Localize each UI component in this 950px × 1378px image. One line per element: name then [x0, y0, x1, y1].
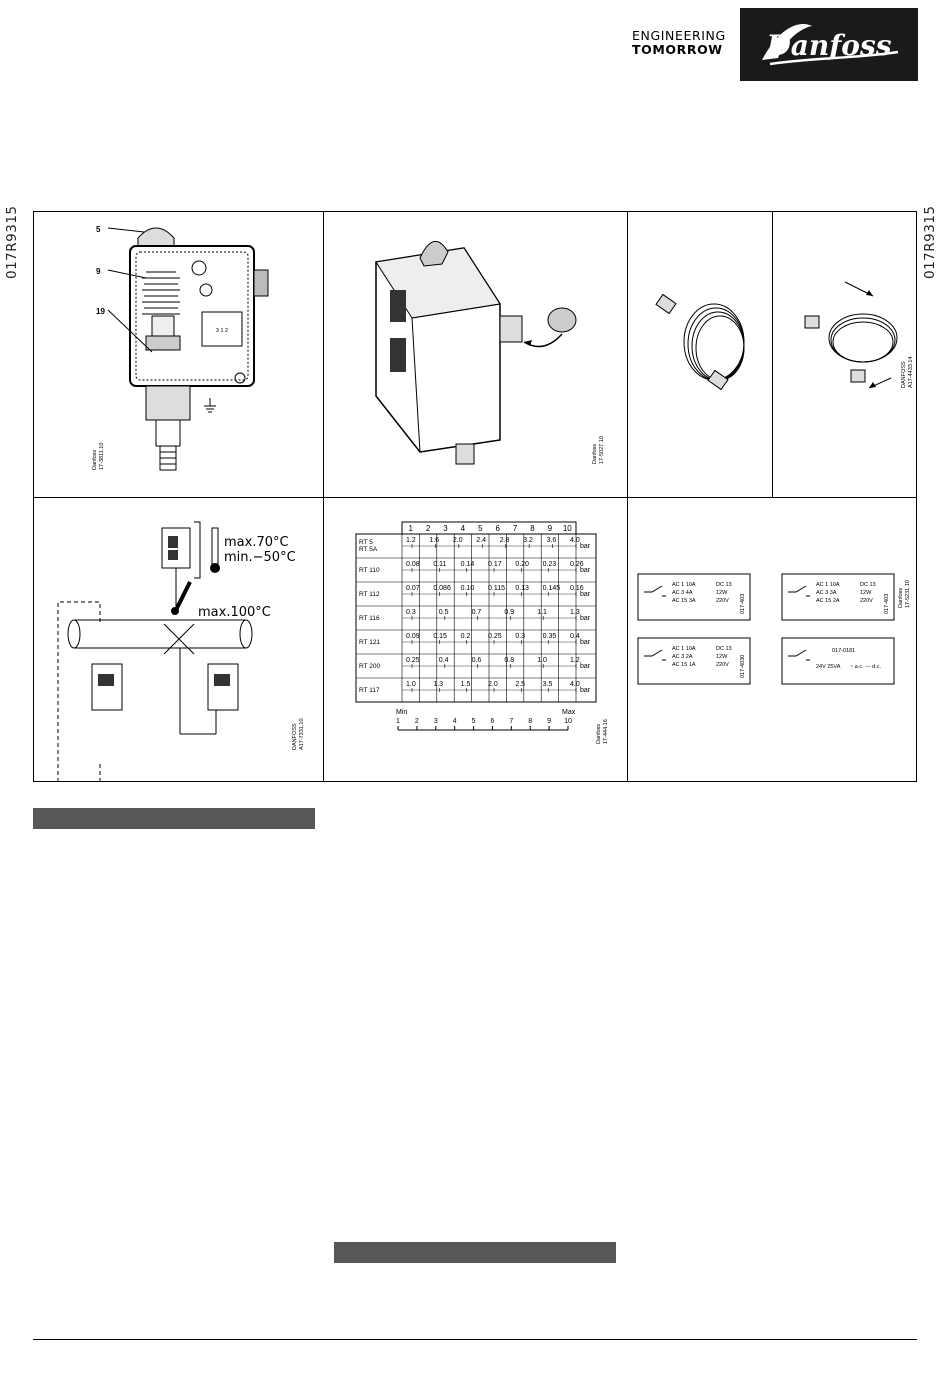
table-unit: bar — [580, 639, 591, 646]
table-value: 0.16 — [570, 585, 584, 592]
contact-dc-rating: 220V — [716, 662, 729, 668]
table-value: 1.1 — [537, 609, 547, 616]
fig6-caption-line: Danfoss — [596, 723, 602, 744]
scale-number: 7 — [509, 718, 514, 725]
scale-number: 4 — [452, 718, 457, 725]
table-value: 0.13 — [515, 585, 529, 592]
table-header-cell: 4 — [460, 524, 466, 533]
fig1-caption-1: Danfoss — [92, 449, 98, 470]
fig5-caption-2: A17-7331.10 — [299, 718, 305, 750]
table-value: 2.0 — [452, 537, 463, 544]
table-row-name: RT 200 — [359, 663, 381, 670]
figure-cutaway — [34, 212, 323, 497]
figure-capillary-arrows — [773, 212, 916, 497]
table-value: 1.2 — [570, 657, 580, 664]
figure-grid — [33, 211, 917, 782]
contact-code: 017-403 — [740, 593, 746, 614]
figure-differential-table — [324, 498, 627, 781]
contact-code-group — [740, 594, 746, 614]
temp-min-label: min.−50°C — [224, 550, 296, 565]
table-value: 1.2 — [406, 537, 416, 544]
callout-9: 9 — [96, 267, 101, 276]
contact-ac-rating: AC 1 10A — [672, 582, 696, 588]
table-value: 4.0 — [570, 537, 580, 544]
contact-ac-rating: AC 15 3A — [672, 598, 696, 604]
table-row-name: RT 116 — [359, 615, 380, 622]
table-row-name: RT 110 — [359, 567, 380, 574]
figure-installation — [34, 498, 323, 781]
contact-ac-rating: AC 1 10A — [672, 646, 696, 652]
table-header-cell: 5 — [478, 524, 483, 533]
table-value: 0.35 — [542, 633, 557, 640]
table-value: 0.3 — [406, 609, 416, 616]
table-value: 0.20 — [515, 561, 529, 568]
table-value: 0.15 — [433, 633, 447, 640]
contact-code: 017-0181 — [832, 648, 856, 654]
table-value: 0.23 — [542, 561, 557, 568]
table-value: 3.5 — [542, 681, 553, 688]
table-value: 0.14 — [460, 561, 475, 568]
svg-text:Danfoss: Danfoss — [766, 29, 892, 62]
table-value: 0.145 — [542, 585, 561, 592]
table-value: 0.07 — [406, 585, 420, 592]
danfoss-logo — [740, 8, 918, 81]
contact-ac-rating: AC 3 2A — [672, 654, 693, 660]
section-heading-bar — [33, 808, 315, 829]
contact-ac-rating: AC 1 10A — [816, 582, 840, 588]
contact-label — [782, 574, 894, 620]
contact-dc-rating: 220V — [860, 598, 873, 604]
contact-ac-rating: AC 15 2A — [816, 598, 840, 604]
table-header-cell: 10 — [562, 524, 572, 533]
table-unit: bar — [580, 567, 591, 574]
table-row-name: RT 121 — [359, 639, 381, 646]
contact-label — [782, 638, 894, 684]
table-value: 0.08 — [406, 561, 420, 568]
table-row-name: RT 117 — [359, 687, 380, 694]
contact-dc-rating: DC 13 — [716, 646, 732, 652]
temp-max-label: max.70°C — [224, 535, 289, 550]
scale-number: 9 — [547, 718, 552, 725]
table-value: 1.5 — [460, 681, 471, 688]
table-value: 1.0 — [537, 657, 547, 664]
scale-number: 2 — [414, 718, 419, 725]
table-value: 1.6 — [429, 537, 440, 544]
scale-number: 1 — [396, 718, 400, 725]
table-value: 0.115 — [488, 585, 505, 592]
table-value: 0.2 — [460, 633, 471, 640]
figure-contact-labels — [628, 498, 916, 781]
scale-min: Min — [396, 709, 408, 716]
contact-dc-rating: 12W — [860, 590, 872, 596]
table-row-name: RT 5A — [359, 546, 378, 553]
table-unit: bar — [580, 615, 591, 622]
table-row-name: RT 112 — [359, 591, 380, 598]
table-value: 1.0 — [406, 681, 416, 688]
fig6-caption — [596, 719, 609, 744]
contact-dc-rating: DC 13 — [716, 582, 732, 588]
contact-label — [638, 574, 750, 620]
fig7-caption-line: Danfoss — [898, 587, 904, 608]
table-value: 0.10 — [460, 585, 475, 592]
contact-ac-rating: AC 15 1A — [672, 662, 696, 668]
doc-number-left: 017R9315 — [4, 205, 20, 279]
tagline-tomorrow: TOMORROW — [632, 42, 723, 57]
fig4-caption-2: A17-4433.14 — [908, 356, 914, 388]
table-header-cell: 1 — [408, 524, 413, 533]
scale-number: 5 — [471, 718, 476, 725]
table-value: 0.8 — [504, 657, 515, 664]
contact-dc-rating: 220V — [716, 598, 729, 604]
figure-enclosure — [324, 212, 627, 497]
scale-number: 10 — [564, 718, 572, 725]
scale-number: 8 — [528, 718, 533, 725]
table-value: 0.6 — [471, 657, 482, 664]
table-header-cell: 6 — [495, 524, 500, 533]
table-unit: bar — [580, 663, 591, 670]
callout-5: 5 — [96, 225, 101, 234]
contact-code: 017-4030 — [740, 654, 746, 678]
table-header-cell: 9 — [547, 524, 553, 533]
table-value: 0.4 — [570, 633, 580, 640]
table-row-name: RT 5 — [359, 539, 373, 546]
doc-number-right: 017R9315 — [922, 205, 938, 279]
table-value: 0.26 — [570, 561, 584, 568]
table-value: 0.086 — [433, 585, 451, 592]
contact-ac-dc: ~ a.c. --- d.c. — [850, 664, 882, 670]
figure-capillary-coil — [628, 212, 772, 497]
fig4-caption-1: DANFOSS — [901, 361, 907, 388]
table-value: 2.8 — [499, 537, 510, 544]
contact-ac-rating: AC 3 4A — [672, 590, 693, 596]
fig6-caption-line: 17-444.16 — [603, 719, 609, 744]
table-value: 2.0 — [488, 681, 498, 688]
contact-code-group — [740, 655, 746, 678]
table-value: 0.17 — [488, 561, 502, 568]
table-value: 0.25 — [488, 633, 502, 640]
table-value: 0.9 — [504, 609, 515, 616]
terminal-label: 3 1 2 — [215, 328, 229, 334]
table-header-cell: 2 — [425, 524, 431, 533]
scale-number: 3 — [433, 718, 438, 725]
contact-dc-rating: DC 13 — [860, 582, 876, 588]
table-unit: bar — [580, 591, 591, 598]
fig7-caption — [898, 580, 911, 608]
contact-label — [638, 638, 750, 684]
footer-rule — [33, 1339, 917, 1340]
contact-ac-rating: AC 3 3A — [816, 590, 837, 596]
table-header-cell: 3 — [443, 524, 448, 533]
table-value: 0.5 — [438, 609, 449, 616]
fig7-caption-line: 17-5231.10 — [905, 580, 911, 608]
contact-code: 017-403 — [884, 593, 890, 614]
table-value: 0.09 — [406, 633, 420, 640]
table-value: 2.5 — [515, 681, 526, 688]
table-value: 0.11 — [433, 561, 447, 568]
table-value: 0.4 — [438, 657, 449, 664]
table-unit: bar — [580, 543, 591, 550]
table-value: 0.3 — [515, 633, 526, 640]
table-unit: bar — [580, 687, 591, 694]
tagline-engineering: ENGINEERING — [632, 28, 726, 43]
contact-code-group — [884, 594, 890, 614]
brand-tagline — [632, 29, 726, 57]
table-value: 0.25 — [406, 657, 420, 664]
table-value: 4.0 — [570, 681, 580, 688]
scale-max: Max — [562, 709, 576, 716]
fig5-caption-1: DANFOSS — [292, 723, 298, 750]
table-header-cell: 7 — [512, 524, 518, 533]
table-value: 3.6 — [546, 537, 557, 544]
section-heading-bar-2 — [334, 1242, 616, 1263]
scale-number: 6 — [490, 718, 495, 725]
fig1-caption-2: 17-3811.10 — [99, 442, 105, 470]
contact-dc-rating: 12W — [716, 590, 728, 596]
table-value: 1.3 — [433, 681, 444, 688]
contact-rating: 24V 25VA — [816, 664, 841, 670]
callout-19: 19 — [96, 307, 105, 316]
table-value: 1.3 — [570, 609, 580, 616]
table-value: 3.2 — [523, 537, 533, 544]
table-value: 0.7 — [471, 609, 482, 616]
fig2-caption-1: Danfoss — [592, 443, 598, 464]
contact-dc-rating: 12W — [716, 654, 728, 660]
fig2-caption-2: 17-5027.10 — [599, 436, 605, 464]
table-value: 2.4 — [476, 537, 487, 544]
table-header-cell: 8 — [530, 524, 535, 533]
pipe-max-label: max.100°C — [198, 605, 271, 620]
